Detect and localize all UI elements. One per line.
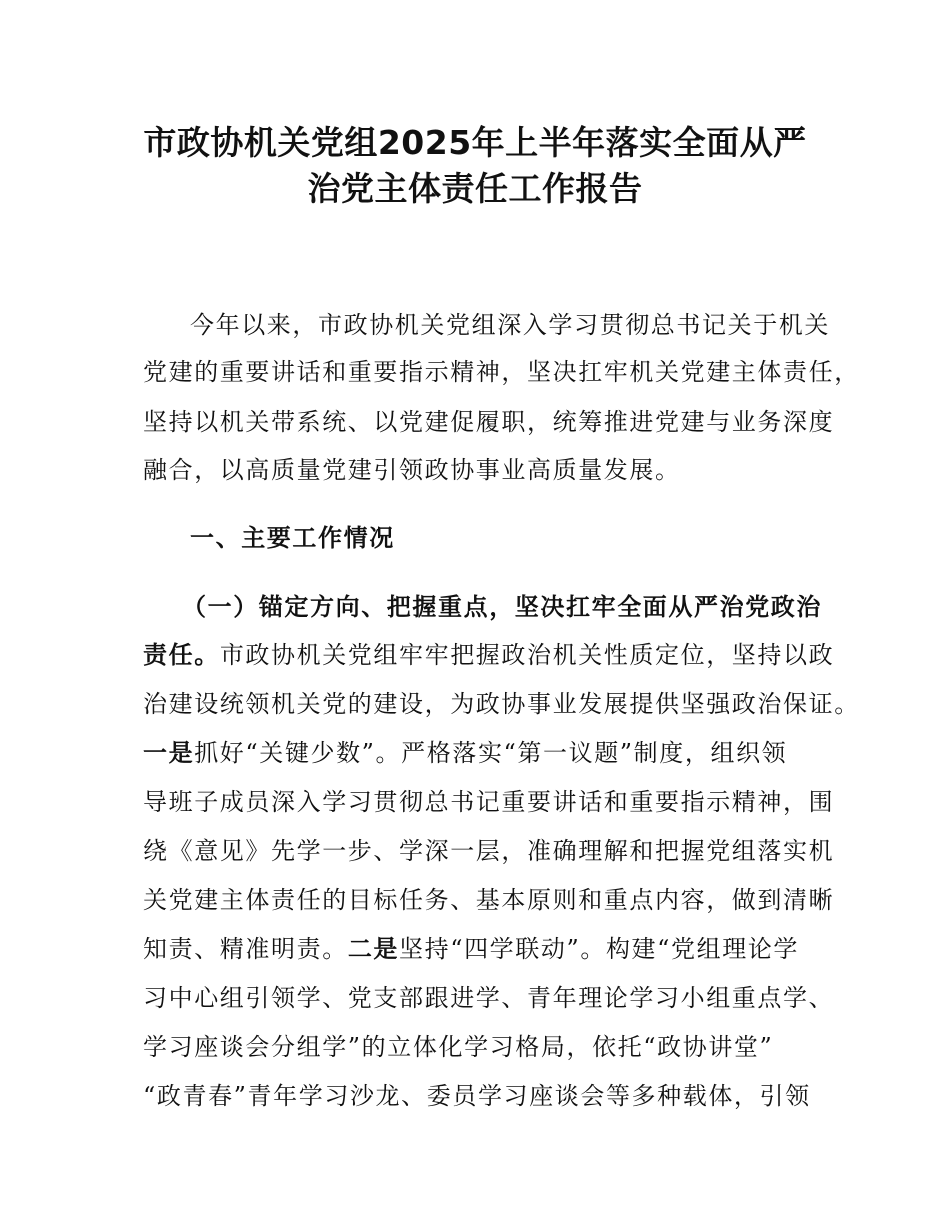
section-heading: 一、主要工作情况 bbox=[190, 524, 395, 552]
sub-heading-end: 责任。 bbox=[143, 641, 220, 669]
body-text: 知责、精准明责。 bbox=[143, 935, 348, 963]
body-text: 抓好“关键少数”。严格落实“第一议题”制度，组织领 bbox=[194, 739, 788, 767]
sub-heading: （一）锚定方向、把握重点，坚决扛牢全面从严治党政治 bbox=[182, 593, 822, 621]
body-line-3 bbox=[143, 737, 833, 769]
body-line-8: 习中心组引领学、党支部跟进学、青年理论学习小组重点学、 bbox=[143, 984, 835, 1012]
intro-line-2: 党建的重要讲话和重要指示精神，坚决扛牢机关党建主体责任， bbox=[143, 358, 860, 386]
body-line-10: “政青春”青年学习沙龙、委员学习座谈会等多种载体，引领 bbox=[143, 1082, 811, 1110]
intro-line-3: 坚持以机关带系统、以党建促履职，统筹推进党建与业务深度 bbox=[143, 408, 835, 436]
intro-line-4: 融合，以高质量党建引领政协事业高质量发展。 bbox=[143, 456, 681, 484]
body-line-1 bbox=[143, 639, 833, 671]
document-title-line-2: 治党主体责任工作报告 bbox=[307, 169, 643, 208]
body-line-5: 绕《意见》先学一步、学深一层，准确理解和把握党组落实机 bbox=[143, 837, 835, 865]
body-line-4: 导班子成员深入学习贯彻总书记重要讲话和重要指示精神，围 bbox=[143, 788, 835, 816]
body-text: 市政协机关党组牢牢把握政治机关性质定位，坚持以政 bbox=[219, 641, 835, 669]
body-line-2: 治建设统领机关党的建设，为政协事业发展提供坚强政治保证。 bbox=[143, 690, 860, 718]
body-line-6: 关党建主体责任的目标任务、基本原则和重点内容，做到清晰 bbox=[143, 886, 835, 914]
list-marker-1: 一是 bbox=[143, 739, 195, 767]
body-line-7 bbox=[143, 933, 833, 965]
body-line-9: 学习座谈会分组学”的立体化学习格局，依托“政协讲堂” bbox=[143, 1033, 774, 1061]
body-text: 坚持“四学联动”。构建“党组理论学 bbox=[399, 935, 800, 963]
document-title-line-1: 市政协机关党组2025年上半年落实全面从严 bbox=[143, 123, 807, 162]
list-marker-2: 二是 bbox=[347, 935, 400, 963]
intro-line-1: 今年以来，市政协机关党组深入学习贯彻总书记关于机关 bbox=[190, 311, 830, 339]
